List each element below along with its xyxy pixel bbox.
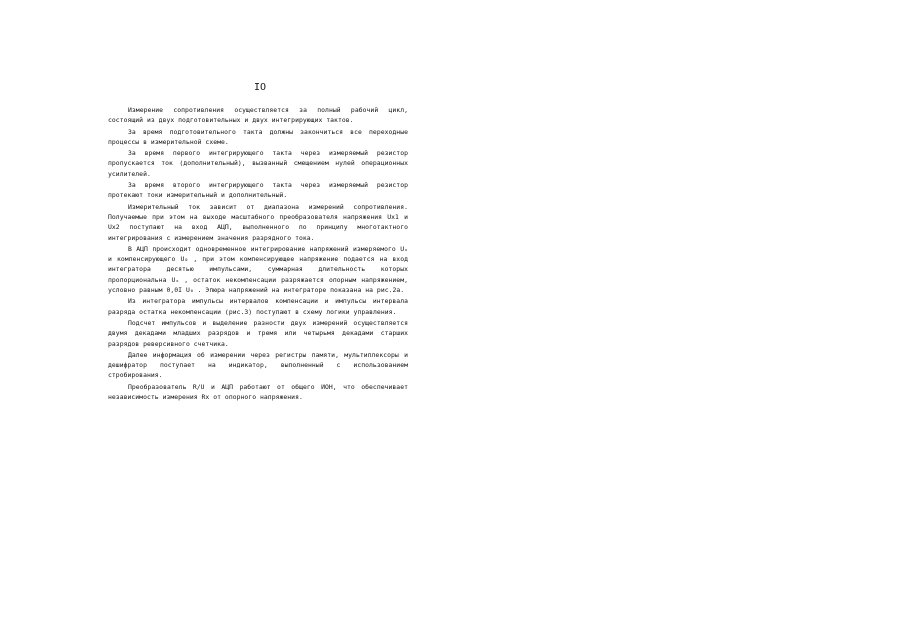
paragraph-second-integrating: За время второго интегрирующего такта через измеряемый резистор протекают токи измерительный и дополнительный. xyxy=(108,181,408,200)
body-text xyxy=(108,105,408,402)
paragraph-display: Далее информация об измерении через регистры памяти, мультиплексоры и дешифратор поступает на индикатор, выполненный с использованием стробирования. xyxy=(108,350,408,380)
paragraph-measuring-current: Измерительный ток зависит от диапазона измерений сопротивления. Получаемые при этом на выходе масштабного преобразователя напряжения Uх1 и Uх2 поступают на вход АЦП, выполненного по принципу многотактного интегрирования с измерением значения разрядного тока. xyxy=(108,202,408,242)
paragraph-first-integrating: За время первого интегрирующего такта через измеряемый резистор пропускается ток (дополнительный), вызванный смещением нулей операционных усилителей. xyxy=(108,149,408,178)
paragraph-reference: Преобразователь R/U и АЦП работают от общего ИОН, что обеспечивает независимость измерения Rх от опорного напряжения. xyxy=(108,382,408,402)
paragraph-measurement-cycle: Измерение сопротивления осуществляется за полный рабочий цикл, состоящий из двух подготовительных и двух интегрирующих тактов. xyxy=(108,106,408,125)
paragraph-adc-integration: В АЦП происходит одновременное интегрирование напряжений измеряемого Uₓ и компенсирующего U₀ , при этом компенсирующее напряжение подается на вход интегратора десятью импульсами, суммарная длительность которых пропорциональна Uₓ , остаток некомпенсации разряжается опорным напряжением, условно равным 0,0I U₀ . Эпюра напряжений на интеграторе показана на рис.2а. xyxy=(108,244,408,295)
paragraph-preparatory-cycle: За время подготовительного такта должны закончиться все переходные процессы в измерительной схеме. xyxy=(108,127,408,146)
paragraph-integrator-pulses: Из интегратора импульсы интервалов компенсации и импульсы интервала разряда остатка некомпенсации (рис.3) поступают в схему логики управления. xyxy=(108,297,408,316)
paragraph-pulse-count: Подсчет импульсов и выделение разности двух измерений осуществляется двумя декадами младших разрядов и тремя или четырьмя декадами старших разрядов реверсивного счетчика. xyxy=(108,318,408,348)
page-number: IO xyxy=(253,82,267,93)
